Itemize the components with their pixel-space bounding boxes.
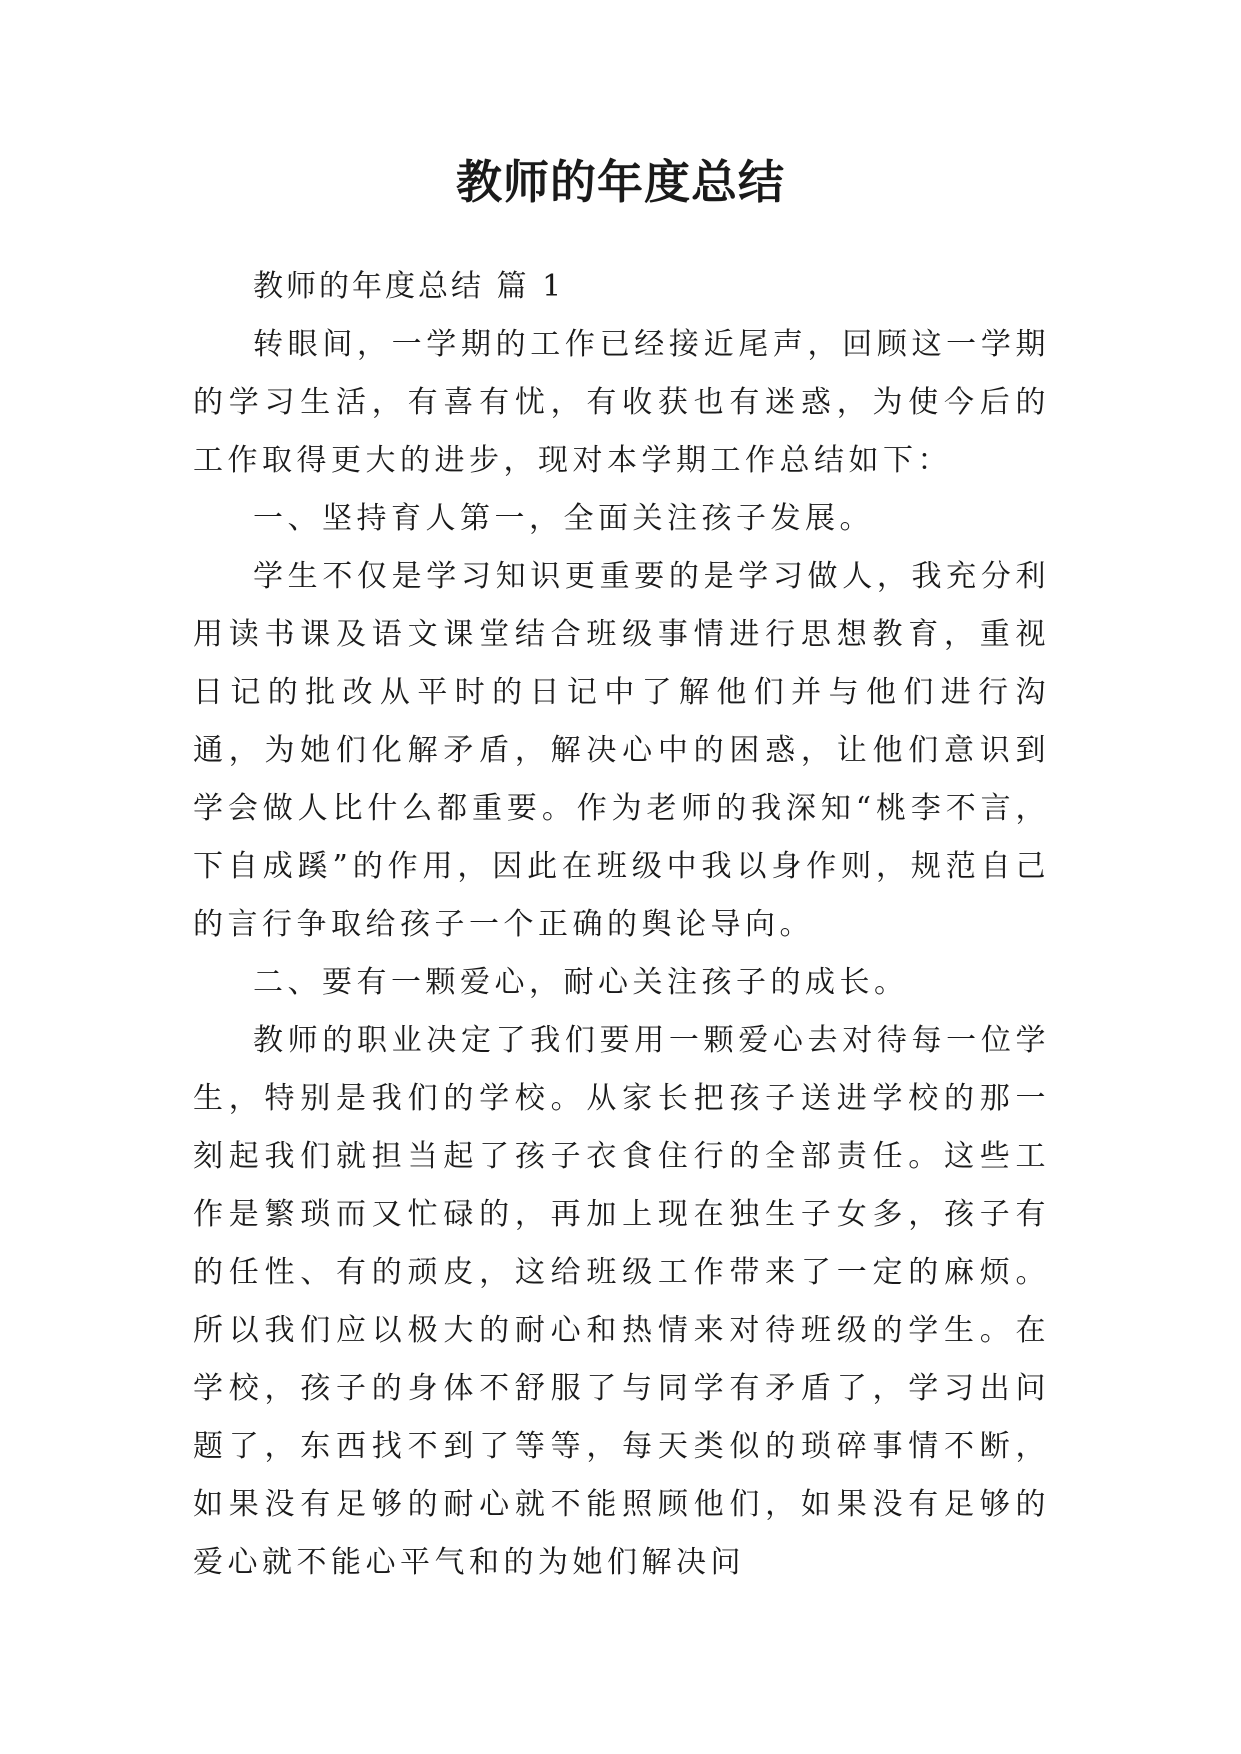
section-heading: 教师的年度总结 篇 1 — [253, 269, 565, 304]
paragraph: 教师的职业决定了我们要用一颗爱心去对待每一位学生，特别是我们的学校。从家长把孩子送进学校的那一刻起我们就担当起了孩子衣食住行的全部责任。这些工作是繁琐而又忙碌的，再加上现在独生子女多，孩子有的任性、有的顽皮，这给班级工作带来了一定的麻烦。所以我们应以极大的耐心和热情来对待班级的学生。在学校，孩子的身体不舒服了与同学有矛盾了，学习出问题了，东西找不到了等等，每天类似的琐碎事情不断，如果没有足够的耐心就不能照顾他们，如果没有足够的爱心就不能心平气和的为她们解决问 — [193, 1023, 1050, 1580]
document-body — [193, 258, 1050, 1592]
page-title: 教师的年度总结 — [456, 155, 785, 209]
paragraph: 学生不仅是学习知识更重要的是学习做人，我充分利用读书课及语文课堂结合班级事情进行思想教育，重视日记的批改从平时的日记中了解他们并与他们进行沟通，为她们化解矛盾，解决心中的困惑，让他们意识到学会做人比什么都重要。作为老师的我深知“桃李不言，下自成蹊”的作用，因此在班级中我以身作则，规范自己的言行争取给孩子一个正确的舆论导向。 — [193, 559, 1050, 942]
paragraph: 转眼间，一学期的工作已经接近尾声，回顾这一学期的学习生活，有喜有忧，有收获也有迷惑，为使今后的工作取得更大的进步，现对本学期工作总结如下： — [193, 327, 1050, 478]
paragraph: 二、要有一颗爱心，耐心关注孩子的成长。 — [253, 965, 909, 1000]
paragraph: 一、坚持育人第一，全面关注孩子发展。 — [253, 501, 874, 536]
